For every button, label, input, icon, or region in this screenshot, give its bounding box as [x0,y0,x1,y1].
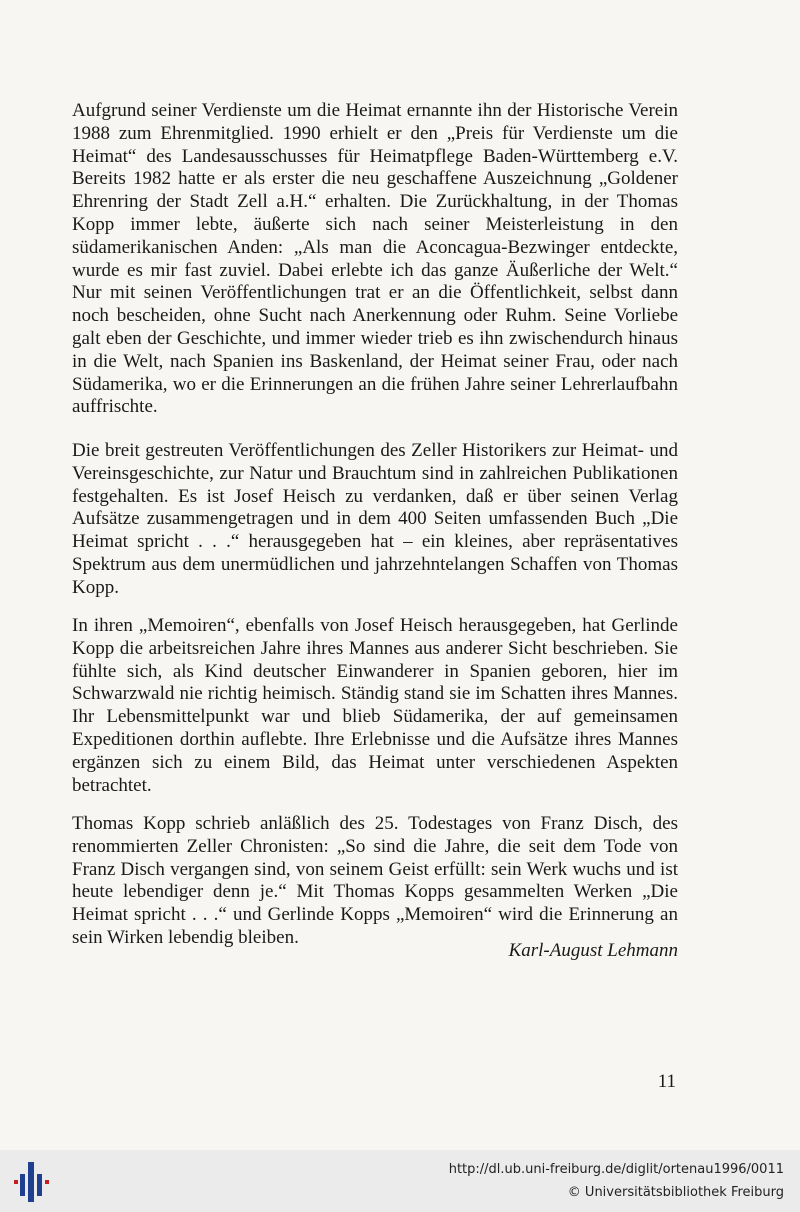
paragraph-4: Thomas Kopp schrieb anläßlich des 25. Todestages von Franz Disch, des renommierten Zeller Chronisten: „So sind die Jahre, die seit dem Tode von Franz Disch vergangen sind, von seinem Geist erfüllt: sein Werk wuchs und ist heute lebendiger denn je.“ Mit Thomas Kopps gesammelten Werken „Die Heimat spricht . . .“ und Gerlinde Kopps „Memoiren“ wird die Erinnerung an sein Wirken lebendig bleiben. [72,813,678,948]
paragraph-3: In ihren „Memoiren“, ebenfalls von Josef Heisch herausgegeben, hat Gerlinde Kopp die arbeitsreichen Jahre ihres Mannes aus anderer Sicht beschrieben. Sie fühlte sich, als Kind deutscher Einwanderer in Spanien geboren, hier im Schwarzwald nie richtig heimisch. Ständig stand sie im Schatten ihres Mannes. Ihr Lebensmittelpunkt war und blieb Südamerika, der auf gemeinsamen Expeditionen dorthin auflebte. Ihre Erlebnisse und die Aufsätze ihres Mannes ergänzen sich zu einem Bild, das Heimat unter verschiedenen Aspekten betrachtet. [72,615,678,796]
ub-freiburg-logo-icon [10,1156,54,1206]
body-text [72,100,678,948]
footer-bar [0,1150,800,1212]
paragraph-1: Aufgrund seiner Verdienste um die Heimat ernannte ihn der Historische Verein 1988 zum Ehrenmitglied. 1990 erhielt er den „Preis für Verdienste um die Heimat“ des Landesausschusses für Heimatpflege Baden-Württemberg e.V. Bereits 1982 hatte er als erster die neu geschaffene Auszeichnung „Goldener Ehrenring der Stadt Zell a.H.“ erhalten. Die Zurückhaltung, in der Thomas Kopp immer lebte, äußerte sich nach seiner Meisterleistung in den südamerikanischen Anden: „Als man die Aconcagua-Bezwinger entdeckte, wurde es mir fast zuviel. Dabei erlebte ich das ganze Äußerliche der Welt.“ Nur mit seinen Veröffentlichungen trat er an die Öffentlichkeit, selbst dann noch bescheiden, ohne Sucht nach Anerkennung oder Ruhm. Seine Vorliebe galt eben der Geschichte, und immer wieder trieb es ihn zwischendurch hinaus in die Welt, nach Spanien ins Baskenland, der Heimat seiner Frau, oder nach Südamerika, wo er die Erinnerungen an die frühen Jahre seiner Lehrerlaufbahn auffrischte. [72,100,678,418]
page-number: 11 [657,1071,676,1092]
source-url-link[interactable]: http://dl.ub.uni-freiburg.de/diglit/ortenau1996/0011 [448,1162,784,1177]
paragraph-2: Die breit gestreuten Veröffentlichungen des Zeller Historikers zur Heimat- und Vereinsgeschichte, zur Natur und Brauchtum sind in zahlreichen Publikationen festgehalten. Es ist Josef Heisch zu verdanken, daß er über seinen Verlag Aufsätze zusammengetragen und in dem 400 Seiten umfassenden Buch „Die Heimat spricht . . .“ herausgegeben hat – ein kleines, aber repräsentatives Spektrum aus dem unermüdlichen und jahrzehntelangen Schaffen von Thomas Kopp. [72,440,678,598]
copyright-notice: © Universitätsbibliothek Freiburg [567,1185,784,1200]
author-signature: Karl-August Lehmann [508,940,678,961]
